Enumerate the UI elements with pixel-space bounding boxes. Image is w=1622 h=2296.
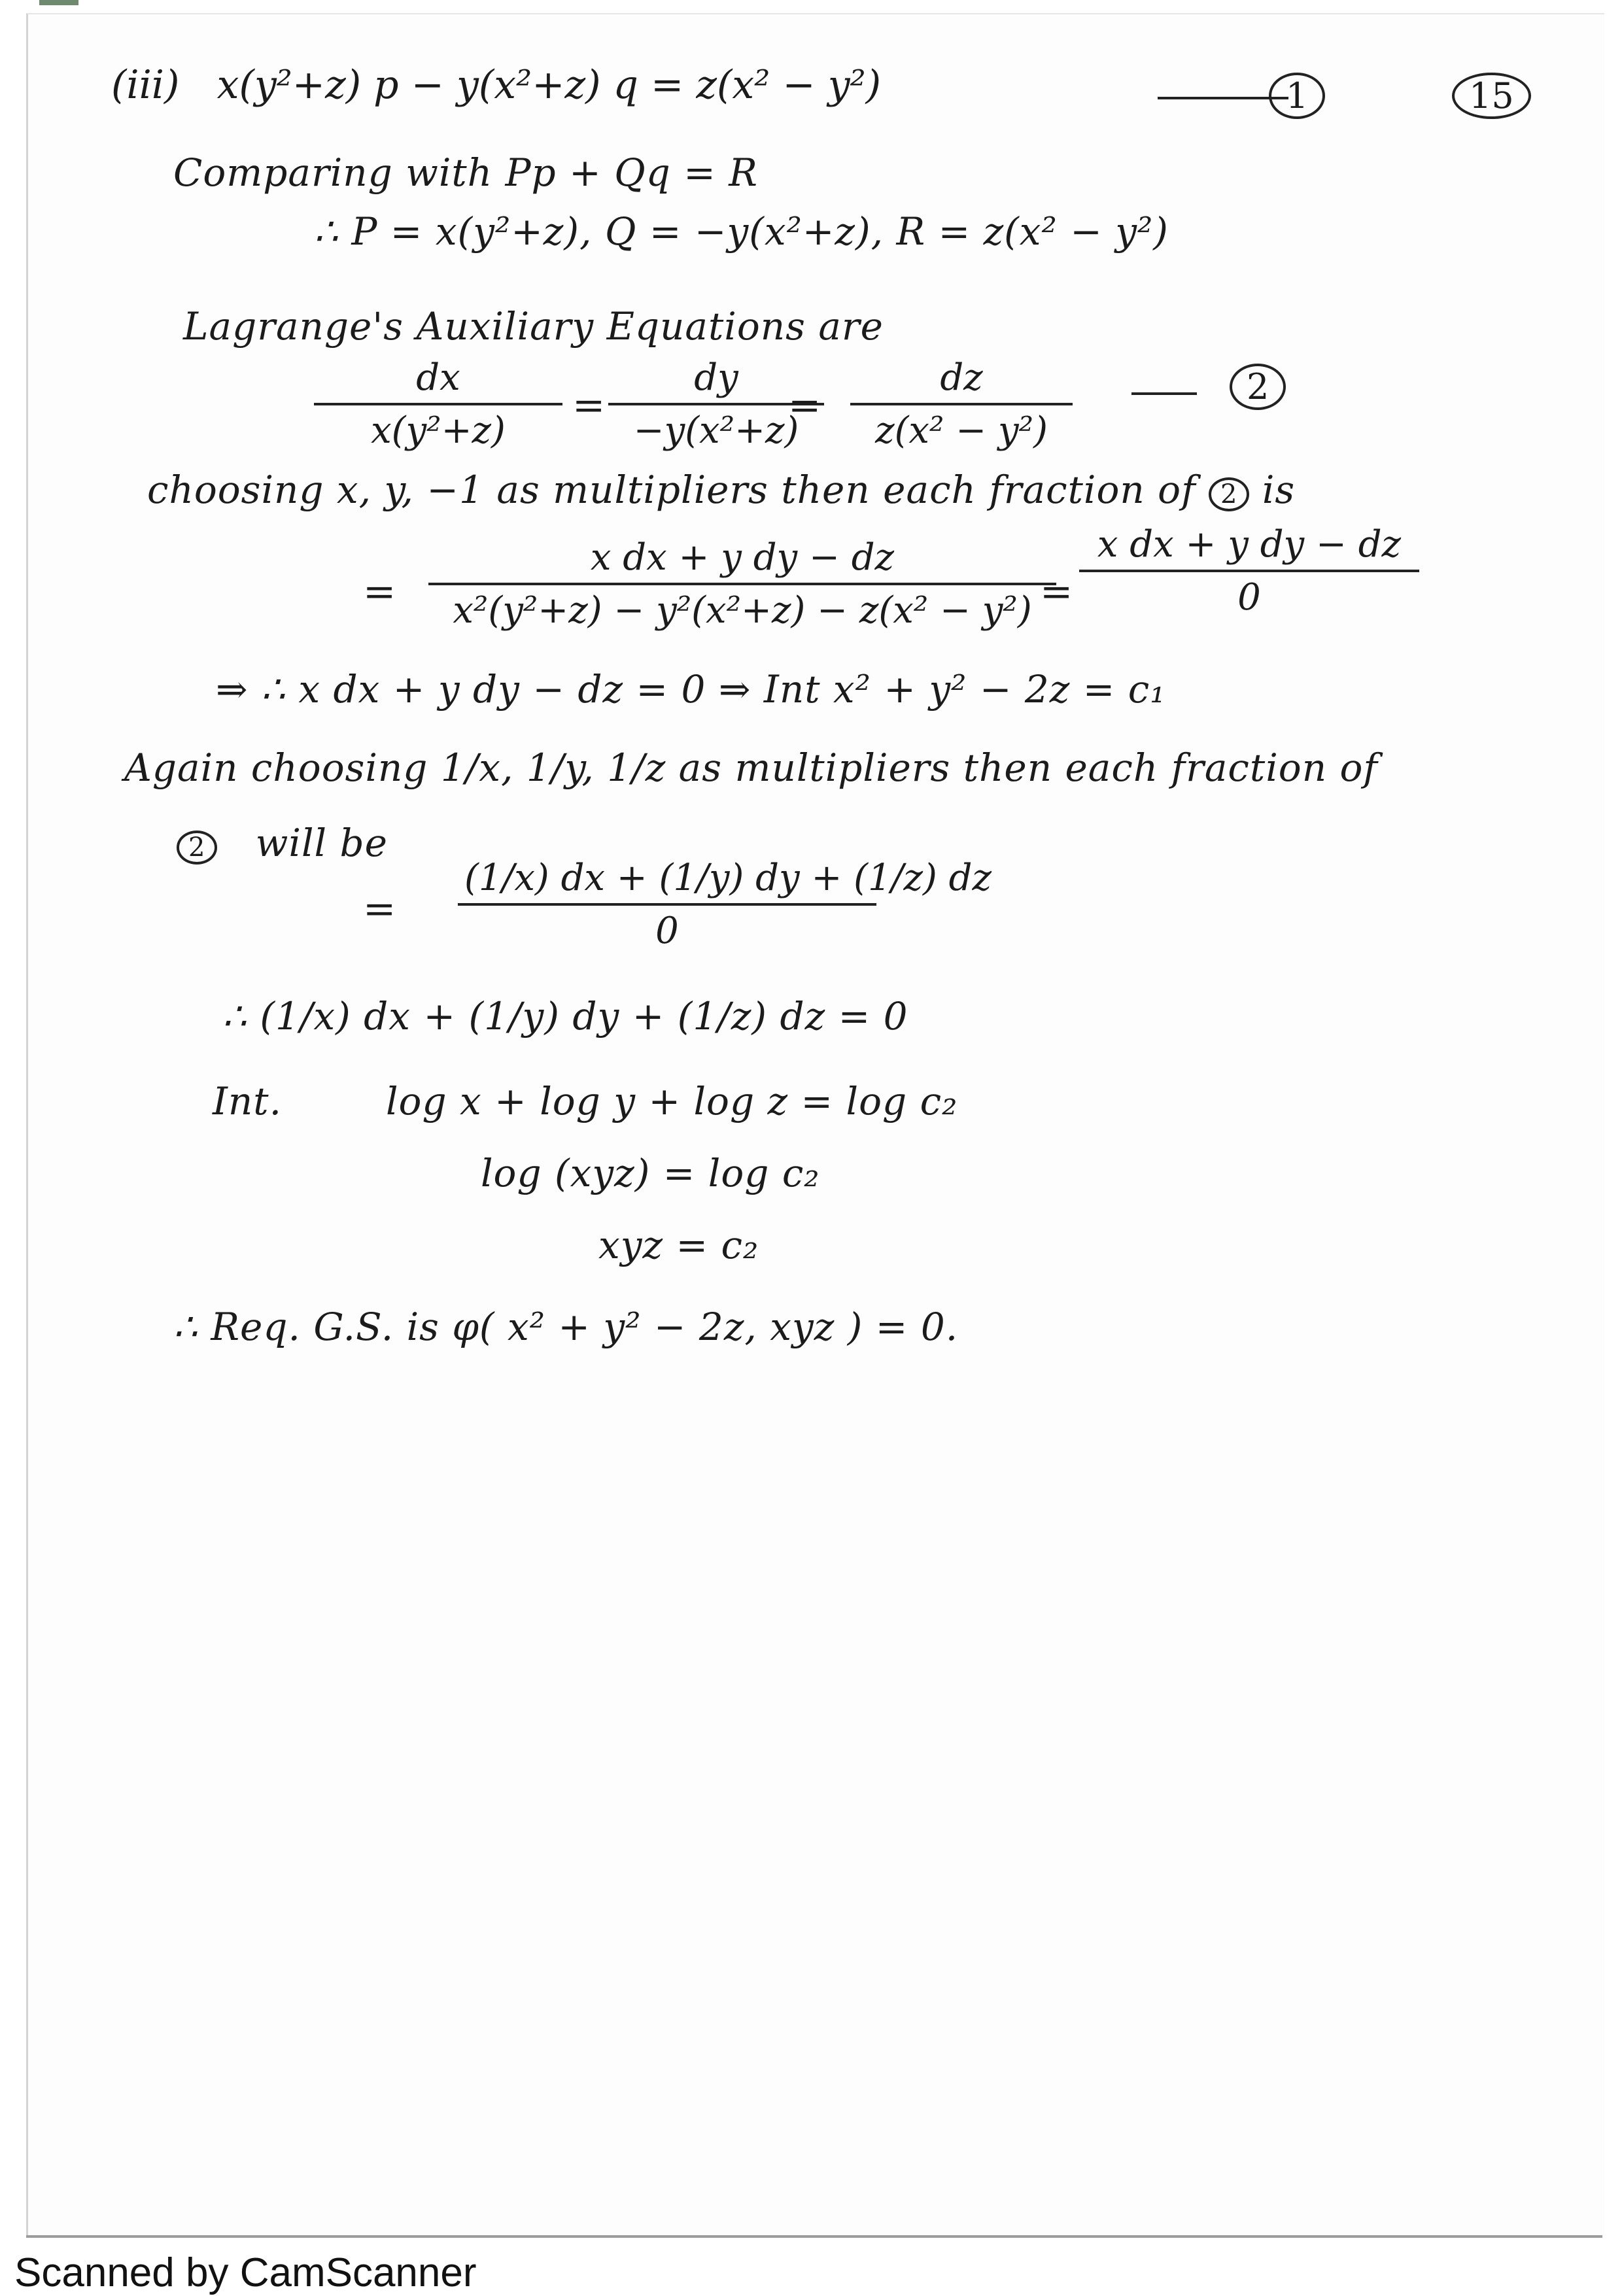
second-integral-line: xyz = c₂ [598,1223,759,1267]
scan-edge-mark [39,0,78,5]
aux-fraction-dy: dy −y(x²+z) [608,356,824,452]
multiplier-fraction-1-simplified: x dx + y dy − dz 0 [1079,523,1419,619]
general-solution: ∴ Req. G.S. is φ( x² + y² − 2z, xyz ) = 0. [173,1305,959,1349]
second-differential-line: ∴ (1/x) dx + (1/y) dy + (1/z) dz = 0 [222,994,908,1038]
log-sum-line: log x + log y + log z = log c₂ [386,1079,958,1123]
pqr-line: ∴ P = x(y²+z), Q = −y(x²+z), R = z(x² − y²) [314,209,1169,254]
equation-tag-1: 1 [1269,72,1325,119]
multiplier-fraction-1: x dx + y dy − dz x²(y²+z) − y²(x²+z) − z(x² − y²) [428,536,1056,632]
multiplier-fraction-2: (1/x) dx + (1/y) dy + (1/z) dz 0 [458,857,876,952]
equation-tag-2: 2 [1230,363,1286,410]
pde-equation: x(y²+z) p − y(x²+z) q = z(x² − y²) [216,62,882,108]
choosing-line: choosing x, y, −1 as multipliers then each fraction of 2 is [147,468,1296,512]
ref-eq-2: 2 [177,831,217,865]
part-label: (iii) [111,62,180,108]
tag-dash [1131,392,1197,395]
camscanner-watermark: Scanned by CamScanner [14,2250,477,2295]
integration-label: Int. [213,1079,283,1123]
equals-sign: = [363,569,396,615]
aux-fraction-dx: dx x(y²+z) [314,356,562,452]
equals-sign: = [788,383,821,428]
equals-sign: = [1040,569,1073,615]
first-integral-line: ⇒ ∴ x dx + y dy − dz = 0 ⇒ Int x² + y² − 2z = c₁ [216,667,1166,711]
comparing-line: Comparing with Pp + Qq = R [173,150,758,195]
aux-fraction-dz: dz z(x² − y²) [850,356,1073,452]
page-number: 15 [1452,72,1531,119]
log-product-line: log (xyz) = log c₂ [481,1151,820,1195]
problem-statement [111,62,881,108]
lagrange-heading: Lagrange's Auxiliary Equations are [183,304,884,349]
will-be-line: 2 will be [177,821,388,865]
ref-eq-2: 2 [1209,477,1249,511]
equals-sign: = [572,383,606,428]
again-choosing-line: Again choosing 1/x, 1/y, 1/z as multipliers then each fraction of [124,745,1378,790]
page-bottom-edge [26,2235,1602,2238]
equals-sign: = [363,886,396,932]
